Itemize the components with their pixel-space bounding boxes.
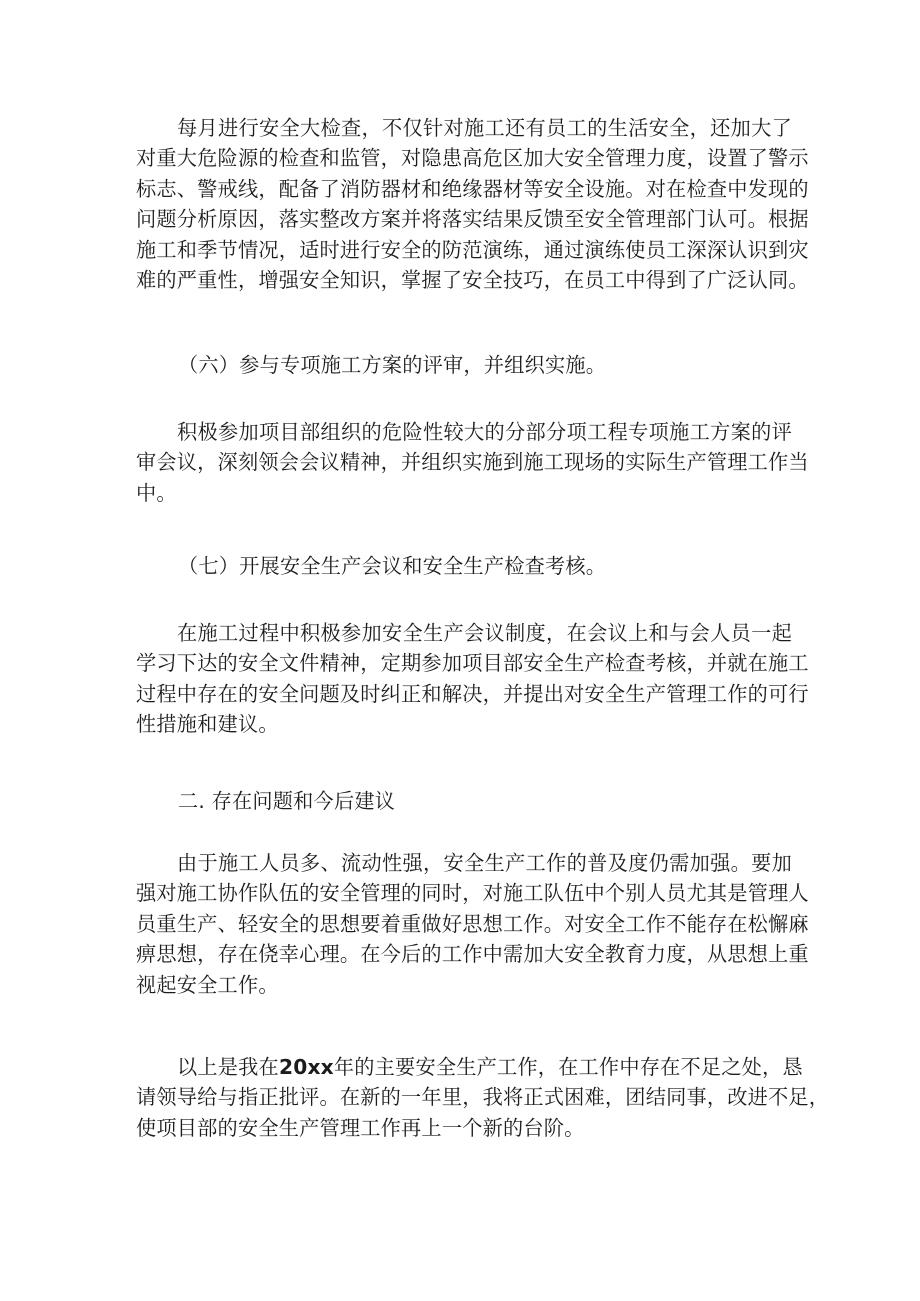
text-line: 性措施和建议。 xyxy=(136,712,279,737)
text-line xyxy=(136,1052,803,1082)
text-line: 请领导给与指正批评。在新的一年里，我将正式困难，团结同事，改进不足， xyxy=(136,1085,830,1110)
text-line: 积极参加项目部组织的危险性较大的分部分项工程专项施工方案的评 xyxy=(177,420,792,444)
heading-section-seven: （七）开展安全生产会议和安全生产检查考核。 xyxy=(178,554,607,578)
text-line: 标志、警戒线，配备了消防器材和绝缘器材等安全设施。对在检查中发现的 xyxy=(136,176,809,201)
text-line: 中。 xyxy=(136,480,177,505)
text-line: 审会议，深刻领会会议精神，并组织实施到施工现场的实际生产管理工作当 xyxy=(136,450,809,475)
text-line: 每月进行安全大检查，不仅针对施工还有员工的生活安全，还加大了 xyxy=(177,116,792,140)
paragraph-safety-inspection xyxy=(136,113,809,295)
paragraph-conclusion xyxy=(136,1052,830,1143)
text-line: 问题分析原因，落实整改方案并将落实结果反馈至安全管理部门认可。根据 xyxy=(136,207,809,232)
text-line: 难的严重性，增强安全知识，掌握了安全技巧，在员工中得到了广泛认同。 xyxy=(136,268,809,293)
text-fragment: 年的主要安全生产工作，在工作中存在不足之处，恳 xyxy=(333,1055,803,1079)
text-line: 使项目部的安全生产管理工作再上一个新的台阶。 xyxy=(136,1115,585,1140)
text-line: 视起安全工作。 xyxy=(136,972,279,997)
text-line: 在施工过程中积极参加安全生产会议制度，在会议上和与会人员一起 xyxy=(177,621,792,645)
year-text: 20xx xyxy=(278,1055,334,1079)
text-line: 员重生产、轻安全的思想要着重做好思想工作。对安全工作不能存在松懈麻 xyxy=(136,911,809,936)
text-line: 由于施工人员多、流动性强，安全生产工作的普及度仍需加强。要加 xyxy=(177,851,792,875)
text-line: 学习下达的安全文件精神，定期参加项目部安全生产检查考核，并就在施工 xyxy=(136,651,809,676)
paragraph-special-plan-review xyxy=(136,417,809,508)
text-fragment: 以上是我在 xyxy=(177,1055,279,1079)
heading-section-two-problems: 二. 存在问题和今后建议 xyxy=(178,789,396,813)
text-line: 施工和季节情况，适时进行安全的防范演练，通过演练使员工深深认识到灾 xyxy=(136,237,809,262)
text-line: 强对施工协作队伍的安全管理的同时，对施工队伍中个别人员尤其是管理人 xyxy=(136,881,809,906)
text-line: 痹思想，存在侥幸心理。在今后的工作中需加大安全教育力度，从思想上重 xyxy=(136,942,809,967)
paragraph-safety-meetings xyxy=(136,618,809,740)
paragraph-problems xyxy=(136,848,809,1000)
text-line: 过程中存在的安全问题及时纠正和解决，并提出对安全生产管理工作的可行 xyxy=(136,681,809,706)
text-line: 对重大危险源的检查和监管，对隐患高危区加大安全管理力度，设置了警示 xyxy=(136,146,809,171)
heading-section-six: （六）参与专项施工方案的评审，并组织实施。 xyxy=(178,353,607,377)
